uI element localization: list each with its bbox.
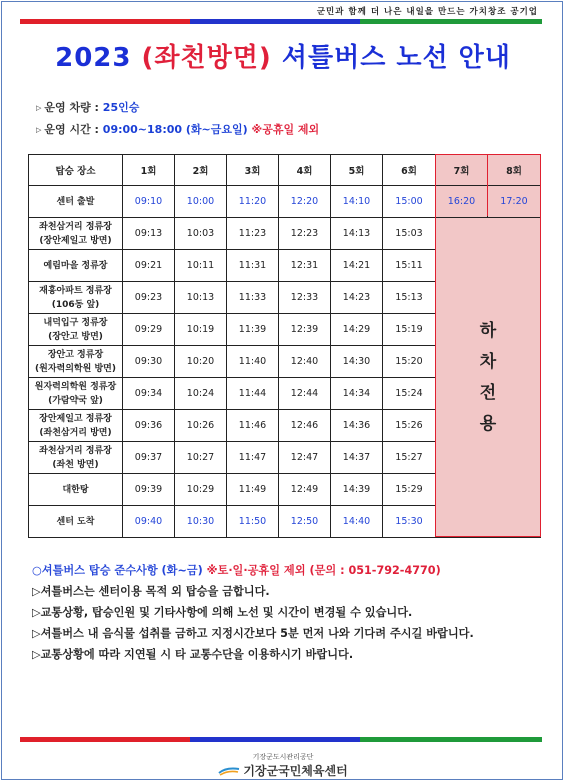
time-cell: 15:20: [383, 346, 436, 378]
stop-name: 예림마을 정류장: [29, 250, 123, 282]
time-cell: 16:20: [436, 186, 488, 218]
time-cell: 10:00: [175, 186, 227, 218]
footer-logo: [0, 762, 566, 779]
header-run-1: 1회: [123, 155, 175, 186]
footer-name: 기장군국민체육센터: [243, 764, 348, 778]
time-cell: 10:11: [175, 250, 227, 282]
time-cell: 12:49: [279, 474, 331, 506]
time-cell: 11:20: [227, 186, 279, 218]
time-cell: 09:10: [123, 186, 175, 218]
bottom-color-bar: [20, 737, 542, 742]
time-cell: 14:37: [331, 442, 383, 474]
time-cell: 15:19: [383, 314, 436, 346]
time-cell: 15:27: [383, 442, 436, 474]
page-title: [0, 37, 566, 74]
time-cell: 10:20: [175, 346, 227, 378]
time-cell: 14:39: [331, 474, 383, 506]
stop-name: 원자력의학원 정류장 (가람약국 앞): [29, 378, 123, 410]
time-cell: 09:13: [123, 218, 175, 250]
vehicle-value: 25인승: [102, 101, 140, 114]
header-run-7: 7회: [436, 155, 488, 186]
time-cell: 09:34: [123, 378, 175, 410]
time-cell: 10:27: [175, 442, 227, 474]
time-cell: 15:03: [383, 218, 436, 250]
notes-section: [32, 560, 552, 665]
header-run-5: 5회: [331, 155, 383, 186]
drop-off-char: 차: [479, 351, 497, 372]
rule-item: ▷셔틀버스는 센터이용 목적 외 탑승을 금합니다.: [32, 585, 270, 598]
time-cell: 14:10: [331, 186, 383, 218]
bar-green: [360, 19, 542, 24]
rule-item: ▷셔틀버스 내 음식물 섭취를 금하고 지정시간보다 5분 먼저 나와 기다려 주시길 바랍니다.: [32, 627, 474, 640]
stop-name: 좌천삼거리 정류장 (좌천 방면): [29, 442, 123, 474]
header-run-3: 3회: [227, 155, 279, 186]
rules-title-line: [32, 560, 552, 581]
time-cell: 09:30: [123, 346, 175, 378]
time-label: 운영 시간 :: [44, 123, 103, 136]
drop-off-char: 용: [479, 413, 497, 434]
rules-title: ○셔틀버스 탑승 준수사항 (화~금): [32, 564, 203, 577]
time-cell: 12:33: [279, 282, 331, 314]
rule-item: ▷교통상황, 탑승인원 및 기타사항에 의해 노선 및 시간이 변경될 수 있습니다.: [32, 606, 413, 619]
time-cell: 10:24: [175, 378, 227, 410]
time-cell: 11:50: [227, 506, 279, 538]
time-cell: 10:13: [175, 282, 227, 314]
time-cell: 12:20: [279, 186, 331, 218]
time-cell: 15:24: [383, 378, 436, 410]
time-cell: 14:29: [331, 314, 383, 346]
table-row: [29, 218, 541, 250]
time-cell: 14:40: [331, 506, 383, 538]
time-cell: 11:23: [227, 218, 279, 250]
schedule-table: [28, 154, 541, 538]
time-cell: 12:31: [279, 250, 331, 282]
table-row: [29, 186, 541, 218]
time-cell: 10:19: [175, 314, 227, 346]
time-cell: 11:39: [227, 314, 279, 346]
time-value: 09:00~18:00 (화~금요일): [102, 123, 248, 136]
time-cell: 14:30: [331, 346, 383, 378]
vehicle-label: 운영 차량 :: [44, 101, 103, 114]
header-stop: 탑승 장소: [29, 155, 123, 186]
header-run-4: 4회: [279, 155, 331, 186]
time-note: ※공휴일 제외: [251, 123, 320, 136]
time-cell: 10:29: [175, 474, 227, 506]
time-cell: 12:47: [279, 442, 331, 474]
drop-off-char: 하: [479, 320, 497, 341]
time-cell: 14:13: [331, 218, 383, 250]
time-cell: 11:46: [227, 410, 279, 442]
stop-name: 좌천삼거리 정류장 (장안제일고 방면): [29, 218, 123, 250]
time-cell: 12:44: [279, 378, 331, 410]
bar-green: [360, 737, 542, 742]
triangle-bullet-icon: ▷: [36, 126, 42, 134]
time-cell: 11:40: [227, 346, 279, 378]
drop-off-char: 전: [479, 382, 497, 403]
top-color-bar: [20, 19, 542, 24]
bar-blue: [190, 737, 360, 742]
time-cell: 15:11: [383, 250, 436, 282]
footer-org: 기장군도시관리공단: [252, 753, 314, 761]
table-header-row: [29, 155, 541, 186]
time-cell: 09:21: [123, 250, 175, 282]
title-year: 2023: [55, 43, 132, 73]
stop-name: 장안고 정류장 (원자력의학원 방면): [29, 346, 123, 378]
time-cell: 14:23: [331, 282, 383, 314]
stop-name: 센터 출발: [29, 186, 123, 218]
title-main: 셔틀버스 노선 안내: [281, 43, 511, 73]
time-cell: 12:39: [279, 314, 331, 346]
info-vehicle: [36, 99, 139, 115]
time-cell: 15:30: [383, 506, 436, 538]
time-cell: 14:21: [331, 250, 383, 282]
time-cell: 09:29: [123, 314, 175, 346]
header-run-6: 6회: [383, 155, 436, 186]
time-cell: 12:50: [279, 506, 331, 538]
time-cell: 14:36: [331, 410, 383, 442]
time-cell: 09:39: [123, 474, 175, 506]
time-cell: 09:23: [123, 282, 175, 314]
time-cell: 15:29: [383, 474, 436, 506]
time-cell: 17:20: [488, 186, 541, 218]
header-run-2: 2회: [175, 155, 227, 186]
time-cell: 10:03: [175, 218, 227, 250]
bar-red: [20, 19, 190, 24]
bar-blue: [190, 19, 360, 24]
stop-name: 재흥아파트 정류장 (106동 앞): [29, 282, 123, 314]
stop-name: 내덕입구 정류장 (장안고 방면): [29, 314, 123, 346]
time-cell: 09:36: [123, 410, 175, 442]
time-cell: 15:13: [383, 282, 436, 314]
time-cell: 09:40: [123, 506, 175, 538]
time-cell: 11:47: [227, 442, 279, 474]
triangle-bullet-icon: ▷: [36, 104, 42, 112]
rule-item: ▷교통상황에 따라 지연될 시 타 교통수단을 이용하시기 바랍니다.: [32, 648, 354, 661]
info-time: [36, 121, 319, 137]
stop-name: 대한탕: [29, 474, 123, 506]
time-cell: 10:26: [175, 410, 227, 442]
time-cell: 12:46: [279, 410, 331, 442]
time-cell: 12:40: [279, 346, 331, 378]
bar-red: [20, 737, 190, 742]
time-cell: 14:34: [331, 378, 383, 410]
time-cell: 11:49: [227, 474, 279, 506]
swoosh-logo-icon: [218, 766, 240, 776]
title-direction: (좌천방면): [141, 43, 272, 73]
time-cell: 15:26: [383, 410, 436, 442]
rules-contact: (문의 : 051-792-4770): [305, 564, 441, 577]
time-cell: 09:37: [123, 442, 175, 474]
time-cell: 12:23: [279, 218, 331, 250]
time-cell: 11:33: [227, 282, 279, 314]
drop-off-only-cell: [436, 218, 541, 538]
rules-exclusion: ※토·일·공휴일 제외: [202, 564, 306, 577]
time-cell: 10:30: [175, 506, 227, 538]
header-run-8: 8회: [488, 155, 541, 186]
slogan: 군민과 함께 더 나은 내일을 만드는 가치창조 공기업: [316, 7, 538, 17]
time-cell: 11:44: [227, 378, 279, 410]
stop-name: 센터 도착: [29, 506, 123, 538]
time-cell: 15:00: [383, 186, 436, 218]
stop-name: 장안제일고 정류장 (좌천삼거리 방면): [29, 410, 123, 442]
time-cell: 11:31: [227, 250, 279, 282]
